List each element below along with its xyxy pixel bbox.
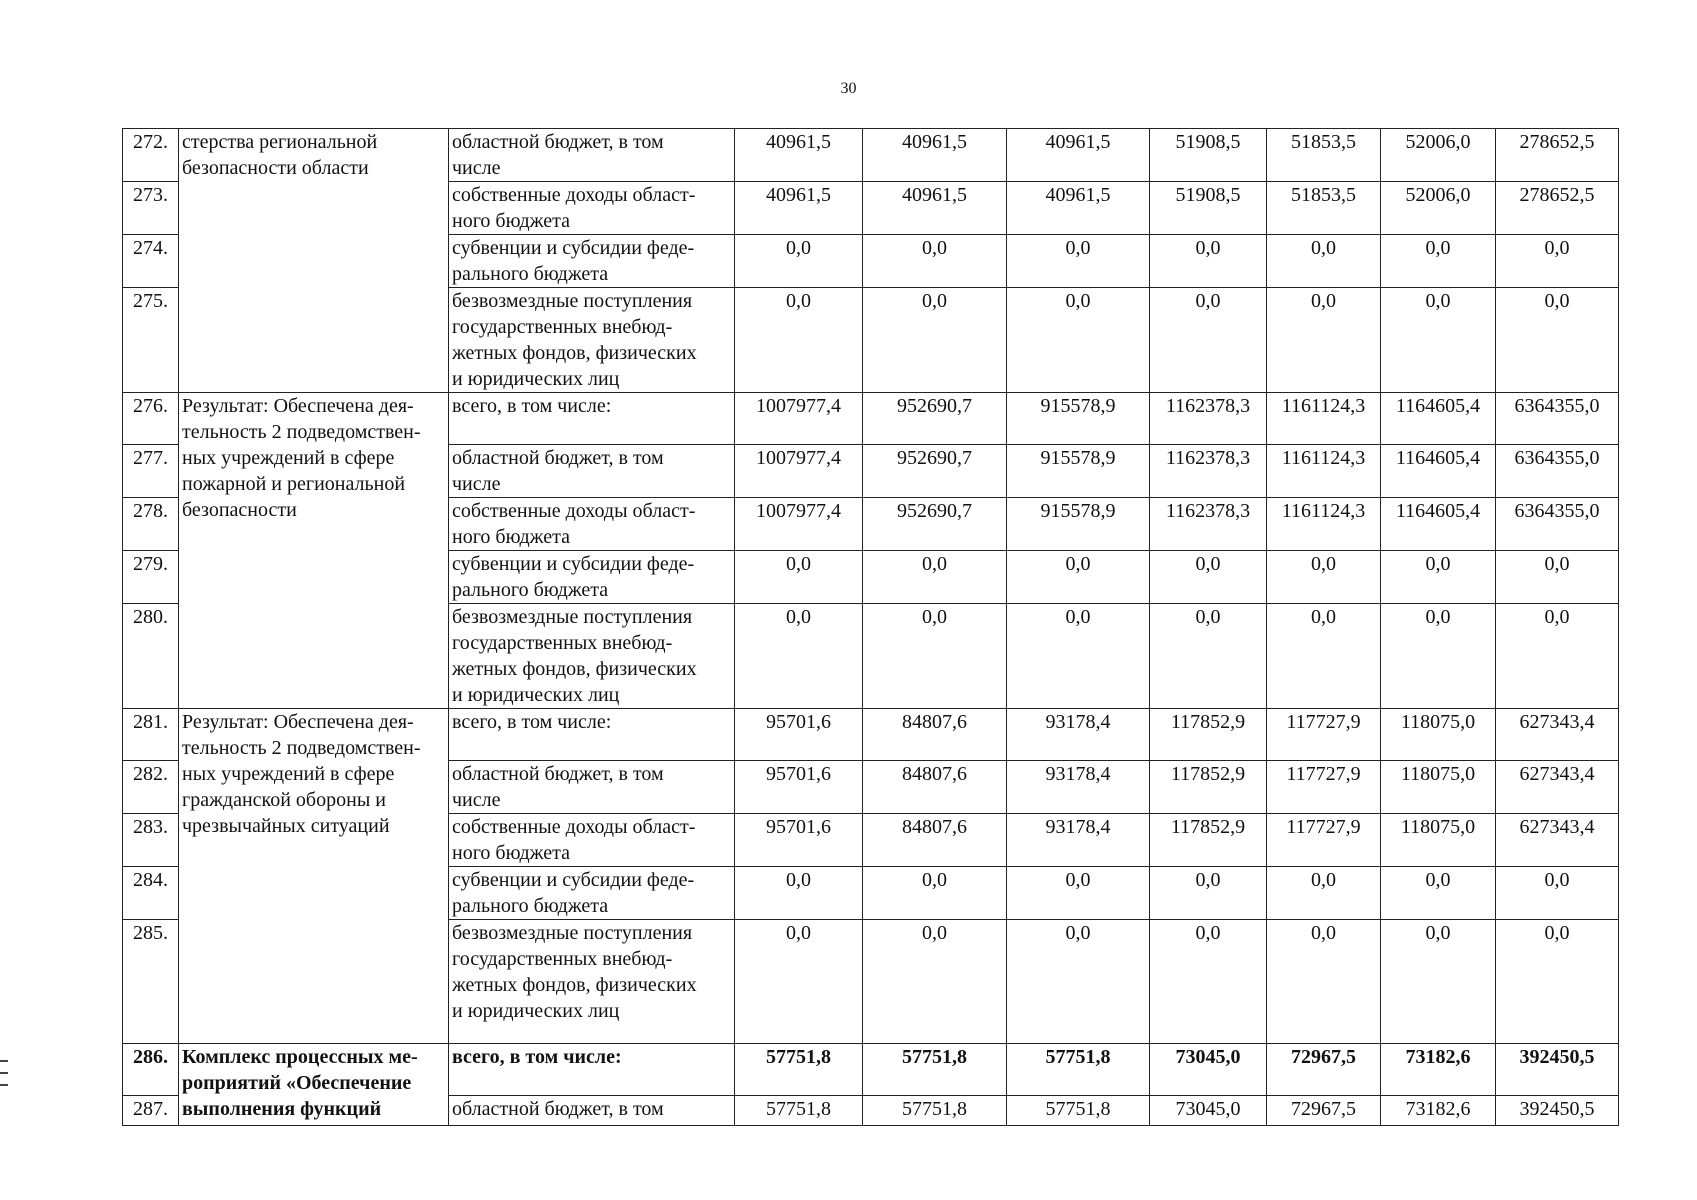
value-year-3: 915578,9 (1007, 445, 1150, 498)
funding-source (449, 129, 735, 182)
value-year-4: 0,0 (1150, 920, 1267, 1044)
measure-name-line: выполнения функций (182, 1098, 382, 1120)
table-row (123, 1044, 1619, 1096)
value-total: 6364355,0 (1496, 393, 1619, 445)
funding-source-line: рального бюджета (452, 579, 609, 601)
funding-source (449, 709, 735, 761)
value-year-3: 93178,4 (1007, 709, 1150, 761)
value-year-6: 1164605,4 (1381, 498, 1496, 551)
value-year-5: 0,0 (1267, 235, 1381, 288)
funding-source-line: государственных внебюд- (452, 632, 673, 654)
measure-name (179, 1044, 449, 1126)
value-year-2: 84807,6 (863, 709, 1007, 761)
funding-source (449, 393, 735, 445)
value-year-5: 1161124,3 (1267, 498, 1381, 551)
value-year-6: 0,0 (1381, 920, 1496, 1044)
value-year-4: 1162378,3 (1150, 498, 1267, 551)
funding-source (449, 445, 735, 498)
value-year-4: 0,0 (1150, 551, 1267, 604)
funding-source (449, 288, 735, 393)
value-total: 0,0 (1496, 288, 1619, 393)
page-number: 30 (840, 80, 857, 97)
funding-source (449, 604, 735, 709)
value-year-5: 72967,5 (1267, 1096, 1381, 1126)
value-year-3: 0,0 (1007, 288, 1150, 393)
value-year-5: 0,0 (1267, 867, 1381, 920)
value-total: 0,0 (1496, 920, 1619, 1044)
value-year-4: 51908,5 (1150, 182, 1267, 235)
funding-source-line: и юридических лиц (452, 368, 620, 390)
value-year-1: 95701,6 (735, 814, 863, 867)
value-total: 6364355,0 (1496, 498, 1619, 551)
value-year-5: 0,0 (1267, 288, 1381, 393)
value-year-1: 57751,8 (735, 1096, 863, 1126)
measure-name-line: Результат: Обеспечена дея- (182, 395, 414, 417)
value-year-6: 0,0 (1381, 551, 1496, 604)
value-year-6: 118075,0 (1381, 761, 1496, 814)
value-year-3: 0,0 (1007, 551, 1150, 604)
margin-mark (0, 1072, 8, 1074)
value-year-5: 0,0 (1267, 604, 1381, 709)
value-total: 627343,4 (1496, 761, 1619, 814)
row-number: 278. (123, 498, 179, 551)
measure-name (179, 393, 449, 709)
value-year-1: 0,0 (735, 288, 863, 393)
funding-source-line: ного бюджета (452, 526, 570, 548)
funding-source-line: числе (452, 789, 501, 811)
measure-name-line: ных учреждений в сфере (182, 447, 395, 469)
funding-source-line: числе (452, 157, 501, 179)
measure-name-line: гражданской обороны и (182, 789, 386, 811)
funding-source-line: областной бюджет, в том (452, 763, 664, 785)
value-year-1: 40961,5 (735, 129, 863, 182)
row-number: 284. (123, 867, 179, 920)
value-year-2: 952690,7 (863, 393, 1007, 445)
value-year-3: 40961,5 (1007, 182, 1150, 235)
funding-source-line: безвозмездные поступления (452, 922, 693, 944)
value-year-2: 0,0 (863, 604, 1007, 709)
value-year-4: 117852,9 (1150, 761, 1267, 814)
value-year-3: 93178,4 (1007, 761, 1150, 814)
funding-source-line: собственные доходы област- (452, 184, 696, 206)
measure-name-line: безопасности (182, 499, 297, 521)
value-year-3: 915578,9 (1007, 498, 1150, 551)
value-year-5: 1161124,3 (1267, 445, 1381, 498)
value-year-2: 84807,6 (863, 761, 1007, 814)
funding-source-line: государственных внебюд- (452, 948, 673, 970)
funding-source-line: жетных фондов, физических (452, 974, 697, 996)
value-year-3: 0,0 (1007, 867, 1150, 920)
funding-source (449, 235, 735, 288)
funding-source (449, 1044, 735, 1096)
value-year-2: 0,0 (863, 551, 1007, 604)
value-total: 0,0 (1496, 604, 1619, 709)
row-number: 273. (123, 182, 179, 235)
row-number: 287. (123, 1096, 179, 1126)
funding-source-line: жетных фондов, физических (452, 658, 697, 680)
value-year-5: 1161124,3 (1267, 393, 1381, 445)
funding-source-line: субвенции и субсидии феде- (452, 869, 695, 891)
value-total: 0,0 (1496, 551, 1619, 604)
funding-source-line: областной бюджет, в том (452, 1098, 664, 1120)
value-year-6: 52006,0 (1381, 129, 1496, 182)
value-year-4: 0,0 (1150, 867, 1267, 920)
value-total: 6364355,0 (1496, 445, 1619, 498)
value-year-3: 0,0 (1007, 920, 1150, 1044)
value-year-1: 0,0 (735, 604, 863, 709)
funding-source (449, 182, 735, 235)
margin-mark (0, 1084, 8, 1086)
row-number: 276. (123, 393, 179, 445)
value-year-6: 73182,6 (1381, 1096, 1496, 1126)
funding-source-line: жетных фондов, физических (452, 342, 697, 364)
funding-source-line: рального бюджета (452, 895, 609, 917)
measure-name (179, 709, 449, 1044)
measure-name-line: ных учреждений в сфере (182, 763, 395, 785)
value-year-4: 117852,9 (1150, 814, 1267, 867)
value-year-1: 1007977,4 (735, 393, 863, 445)
funding-source (449, 1096, 735, 1126)
value-year-5: 117727,9 (1267, 709, 1381, 761)
funding-source (449, 761, 735, 814)
value-year-6: 118075,0 (1381, 814, 1496, 867)
value-year-3: 57751,8 (1007, 1044, 1150, 1096)
value-year-1: 40961,5 (735, 182, 863, 235)
value-year-1: 1007977,4 (735, 445, 863, 498)
table-row (123, 129, 1619, 182)
value-year-4: 1162378,3 (1150, 445, 1267, 498)
value-year-6: 118075,0 (1381, 709, 1496, 761)
value-year-1: 0,0 (735, 920, 863, 1044)
value-year-1: 95701,6 (735, 709, 863, 761)
funding-source-line: областной бюджет, в том (452, 131, 664, 153)
value-year-3: 40961,5 (1007, 129, 1150, 182)
value-year-1: 1007977,4 (735, 498, 863, 551)
funding-source (449, 867, 735, 920)
row-number: 277. (123, 445, 179, 498)
funding-source-line: государственных внебюд- (452, 316, 673, 338)
value-year-2: 952690,7 (863, 445, 1007, 498)
value-year-4: 73045,0 (1150, 1044, 1267, 1096)
funding-source-line: субвенции и субсидии феде- (452, 237, 695, 259)
value-year-3: 915578,9 (1007, 393, 1150, 445)
value-year-3: 0,0 (1007, 604, 1150, 709)
table-row (123, 709, 1619, 761)
measure-name-line: стерства региональной (182, 131, 378, 153)
value-year-4: 1162378,3 (1150, 393, 1267, 445)
row-number: 274. (123, 235, 179, 288)
value-year-2: 57751,8 (863, 1044, 1007, 1096)
value-total: 0,0 (1496, 867, 1619, 920)
value-year-4: 51908,5 (1150, 129, 1267, 182)
value-year-2: 952690,7 (863, 498, 1007, 551)
row-number: 286. (123, 1044, 179, 1096)
funding-source-line: всего, в том числе: (452, 711, 612, 733)
value-year-2: 0,0 (863, 867, 1007, 920)
value-total: 392450,5 (1496, 1096, 1619, 1126)
table-row (123, 393, 1619, 445)
value-year-4: 0,0 (1150, 235, 1267, 288)
value-year-1: 0,0 (735, 551, 863, 604)
value-year-5: 51853,5 (1267, 129, 1381, 182)
value-year-5: 117727,9 (1267, 761, 1381, 814)
value-total: 278652,5 (1496, 129, 1619, 182)
value-year-5: 117727,9 (1267, 814, 1381, 867)
measure-name-line: Комплекс процессных ме- (182, 1046, 418, 1068)
value-year-2: 0,0 (863, 288, 1007, 393)
value-year-6: 1164605,4 (1381, 393, 1496, 445)
funding-source-line: собственные доходы област- (452, 500, 696, 522)
funding-source-line: ного бюджета (452, 842, 570, 864)
value-year-3: 57751,8 (1007, 1096, 1150, 1126)
value-year-6: 0,0 (1381, 288, 1496, 393)
funding-source-line: безвозмездные поступления (452, 606, 693, 628)
value-year-6: 73182,6 (1381, 1044, 1496, 1096)
value-year-3: 93178,4 (1007, 814, 1150, 867)
row-number: 283. (123, 814, 179, 867)
row-number: 272. (123, 129, 179, 182)
funding-source (449, 920, 735, 1044)
value-year-2: 0,0 (863, 920, 1007, 1044)
measure-name-line: роприятий «Обеспечение (182, 1072, 412, 1094)
margin-mark (0, 1060, 8, 1062)
value-year-5: 72967,5 (1267, 1044, 1381, 1096)
value-year-2: 0,0 (863, 235, 1007, 288)
value-year-2: 40961,5 (863, 129, 1007, 182)
value-total: 0,0 (1496, 235, 1619, 288)
funding-source (449, 498, 735, 551)
funding-source-line: и юридических лиц (452, 1000, 620, 1022)
measure-name-line: чрезвычайных ситуаций (182, 815, 390, 837)
value-year-4: 0,0 (1150, 288, 1267, 393)
funding-source-line: числе (452, 473, 501, 495)
row-number: 280. (123, 604, 179, 709)
measure-name-line: пожарной и региональной (182, 473, 406, 495)
value-year-5: 0,0 (1267, 920, 1381, 1044)
funding-source (449, 551, 735, 604)
value-year-6: 0,0 (1381, 867, 1496, 920)
row-number: 279. (123, 551, 179, 604)
value-year-1: 95701,6 (735, 761, 863, 814)
value-year-2: 57751,8 (863, 1096, 1007, 1126)
funding-source-line: всего, в том числе: (452, 395, 612, 417)
value-year-6: 0,0 (1381, 604, 1496, 709)
value-year-6: 52006,0 (1381, 182, 1496, 235)
row-number: 285. (123, 920, 179, 1044)
value-year-3: 0,0 (1007, 235, 1150, 288)
funding-source (449, 814, 735, 867)
value-year-6: 1164605,4 (1381, 445, 1496, 498)
funding-source-line: всего, в том числе: (452, 1046, 622, 1068)
value-year-2: 40961,5 (863, 182, 1007, 235)
value-year-4: 73045,0 (1150, 1096, 1267, 1126)
funding-source-line: безвозмездные поступления (452, 290, 693, 312)
measure-name-line: безопасности области (182, 157, 369, 179)
budget-table (122, 128, 1619, 1126)
value-year-2: 84807,6 (863, 814, 1007, 867)
measure-name-line: тельность 2 подведомствен- (182, 737, 421, 759)
measure-name-line: тельность 2 подведомствен- (182, 421, 421, 443)
funding-source-line: субвенции и субсидии феде- (452, 553, 695, 575)
value-year-5: 0,0 (1267, 551, 1381, 604)
value-year-5: 51853,5 (1267, 182, 1381, 235)
value-year-1: 0,0 (735, 235, 863, 288)
value-year-1: 0,0 (735, 867, 863, 920)
value-year-1: 57751,8 (735, 1044, 863, 1096)
value-total: 392450,5 (1496, 1044, 1619, 1096)
funding-source-line: собственные доходы област- (452, 816, 696, 838)
value-year-6: 0,0 (1381, 235, 1496, 288)
measure-name (179, 129, 449, 393)
funding-source-line: и юридических лиц (452, 684, 620, 706)
row-number: 282. (123, 761, 179, 814)
funding-source-line: рального бюджета (452, 263, 609, 285)
measure-name-line: Результат: Обеспечена дея- (182, 711, 414, 733)
value-year-4: 117852,9 (1150, 709, 1267, 761)
row-number: 275. (123, 288, 179, 393)
row-number: 281. (123, 709, 179, 761)
value-total: 627343,4 (1496, 814, 1619, 867)
value-total: 278652,5 (1496, 182, 1619, 235)
value-year-4: 0,0 (1150, 604, 1267, 709)
funding-source-line: областной бюджет, в том (452, 447, 664, 469)
funding-source-line: ного бюджета (452, 210, 570, 232)
value-total: 627343,4 (1496, 709, 1619, 761)
